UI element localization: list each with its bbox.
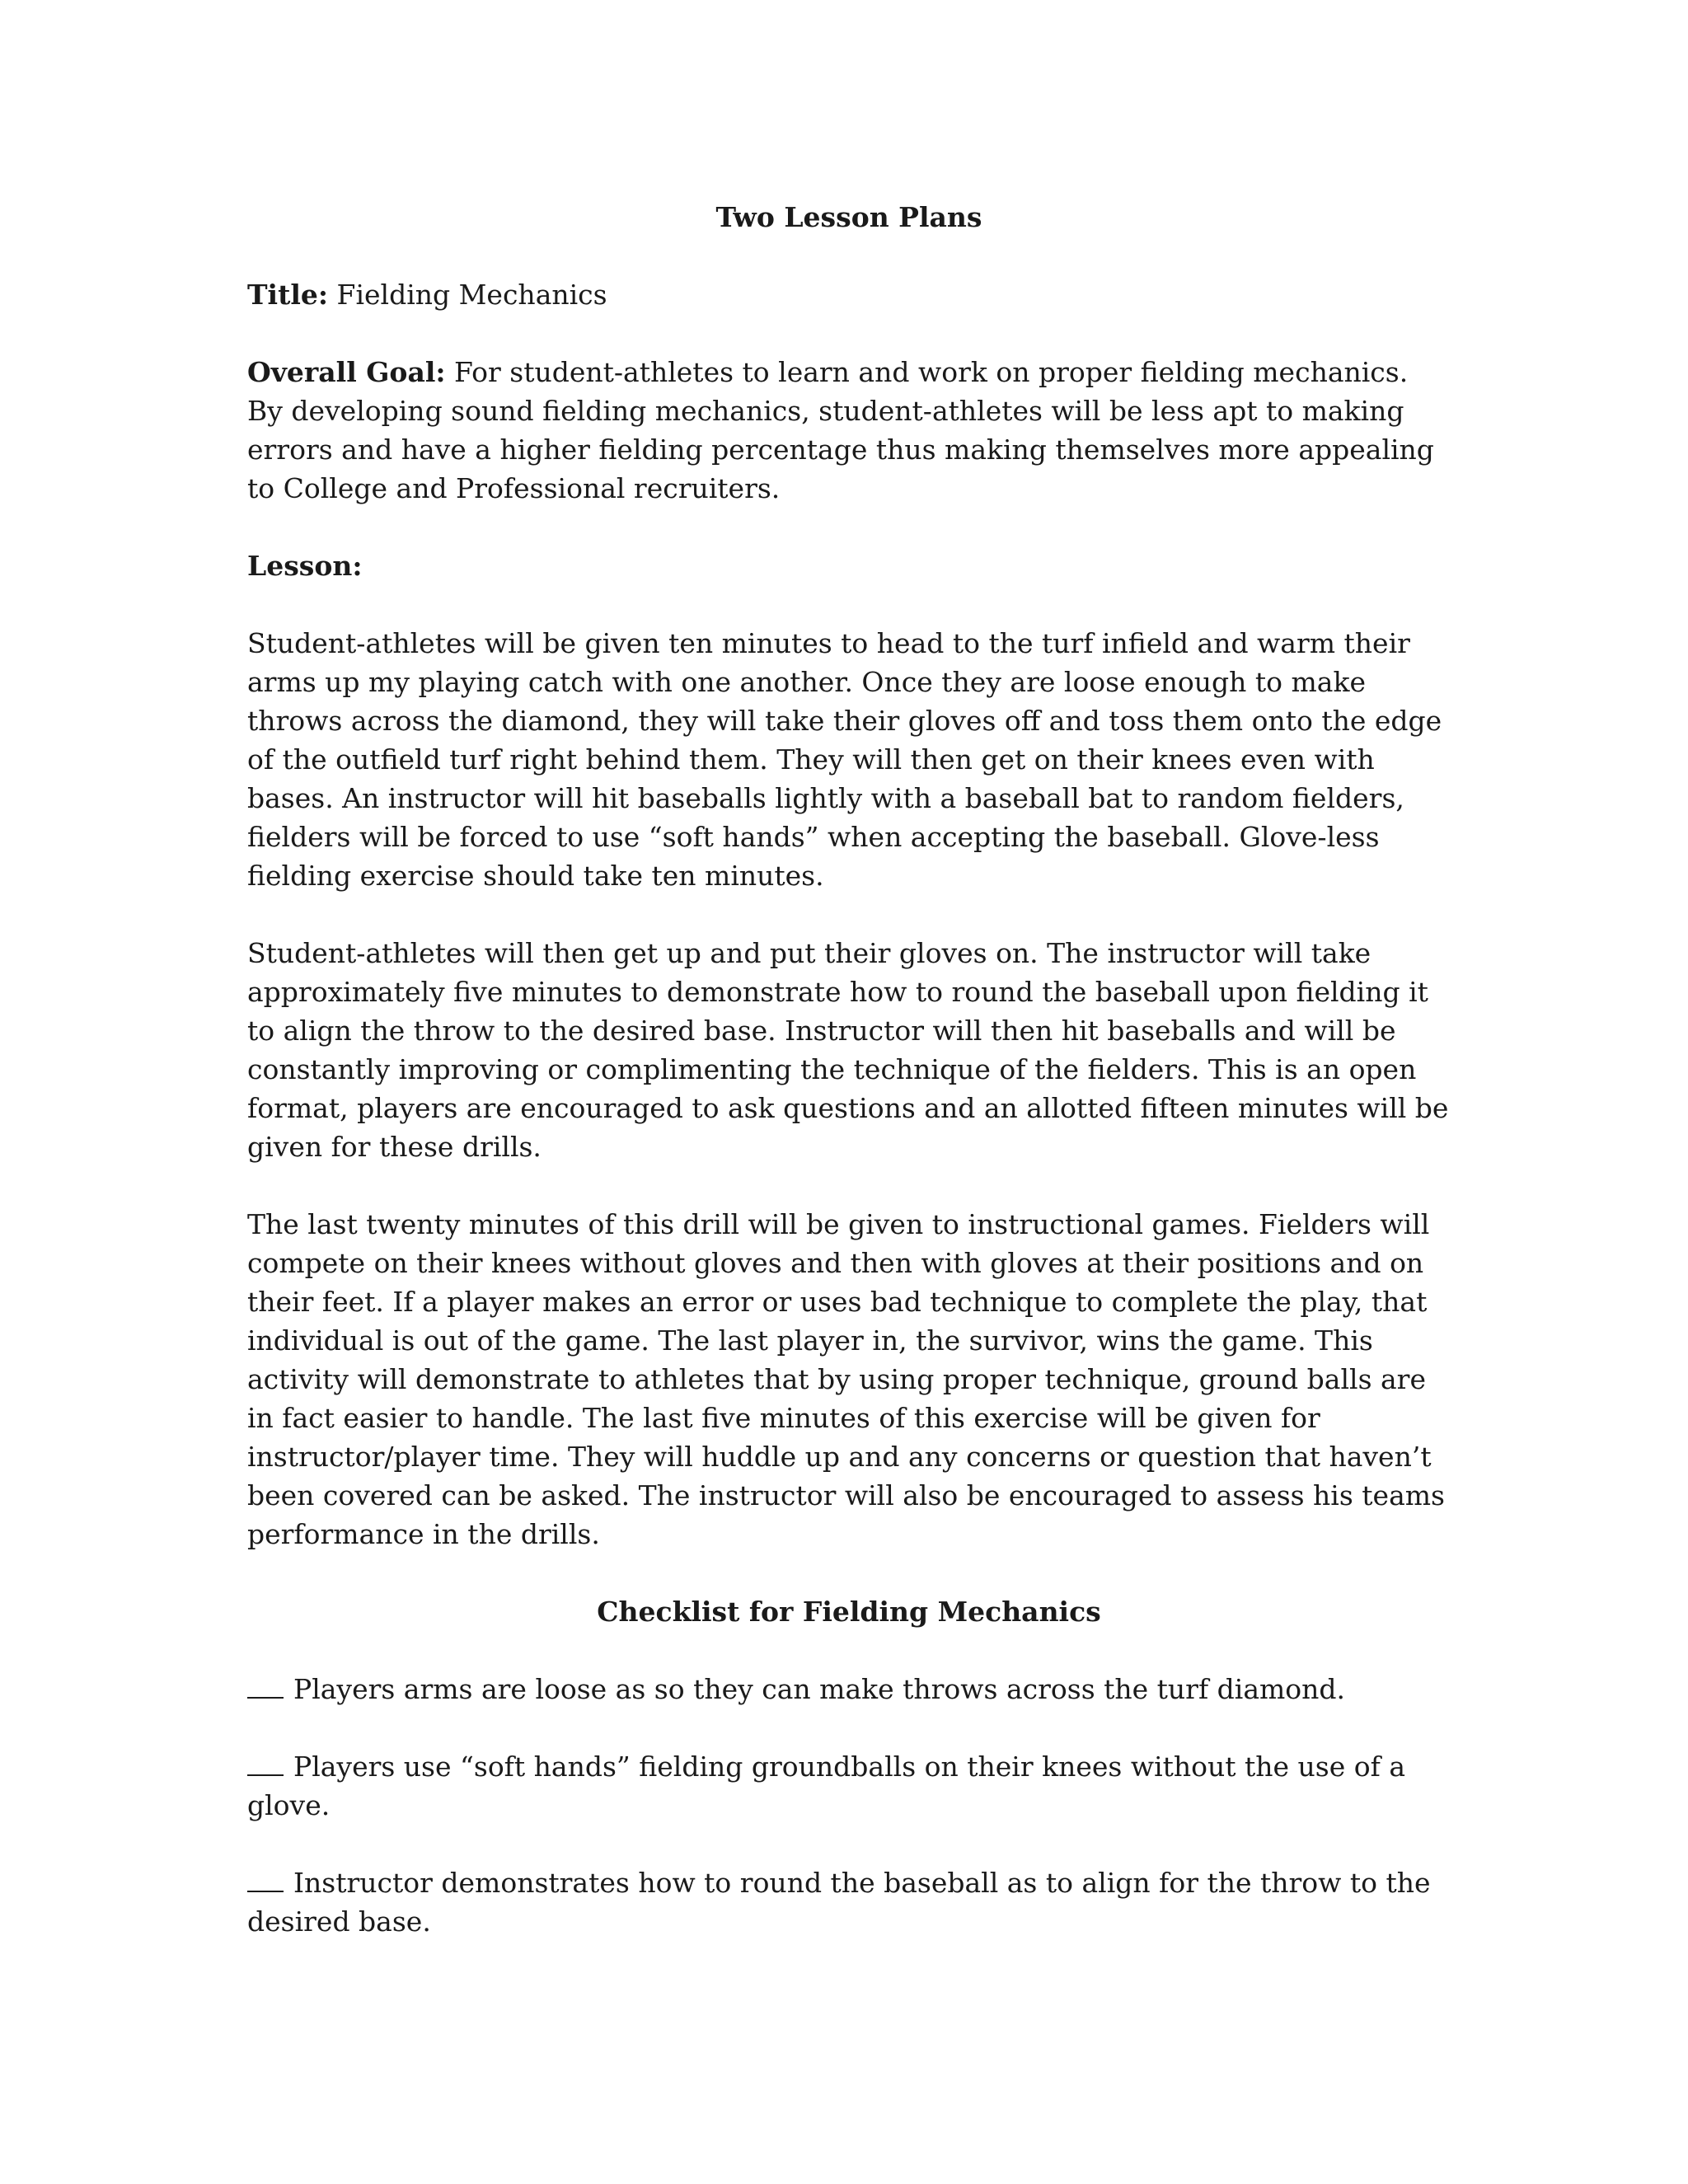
checklist-item	[247, 1670, 1451, 1708]
lesson-paragraph: Student-athletes will be given ten minutes to head to the turf infield and warm their arms up my playing catch with one another. Once they are loose enough to make throws across the diamond, they will take their gloves off and toss them onto the edge of the outfield turf right behind them. They will then get on their knees even with bases. An instructor will hit baseballs lightly with a baseball bat to random fielders, fielders will be forced to use “soft hands” when accepting the baseball. Glove-less fielding exercise should take ten minutes.	[247, 627, 1442, 892]
checklist-item-text: Players use “soft hands” fielding groundballs on their knees without the use of a glove.	[247, 1750, 1406, 1821]
lesson-paragraph: The last twenty minutes of this drill will be given to instructional games. Fielders will compete on their knees without gloves and then with gloves at their positions and on their feet. If a player makes an error or uses bad technique to complete the play, that individual is out of the game. The last player in, the survivor, wins the game. This activity will demonstrate to athletes that by using proper technique, ground balls are in fact easier to handle. The last five minutes of this exercise will be given for instructor/player time. They will huddle up and any concerns or question that haven’t been covered can be asked. The instructor will also be encouraged to assess his teams performance in the drills.	[247, 1208, 1445, 1550]
checklist-title: Checklist for Fielding Mechanics	[597, 1596, 1101, 1628]
lesson-paragraph: Student-athletes will then get up and put their gloves on. The instructor will take approximately five minutes to demonstrate how to round the baseball upon fielding it to align the throw to the desired base. Instructor will then hit baseballs and will be constantly improving or complimenting the technique of the fielders. This is an open format, players are encouraged to ask questions and an allotted fifteen minutes will be given for these drills.	[247, 937, 1449, 1163]
checklist-item	[247, 1863, 1451, 1941]
goal-label: Overall Goal:	[247, 356, 446, 388]
document-title: Two Lesson Plans	[715, 201, 982, 233]
lesson-label: Lesson:	[247, 550, 363, 582]
overall-goal	[247, 353, 1451, 508]
title-line	[247, 275, 1451, 314]
checkbox-blank[interactable]	[247, 1866, 284, 1892]
checkbox-blank[interactable]	[247, 1672, 284, 1699]
checklist-item-text: Players arms are loose as so they can make throws across the turf diamond.	[293, 1673, 1346, 1705]
title-label: Title:	[247, 279, 329, 311]
document-page	[247, 198, 1451, 1980]
checklist-item-text: Instructor demonstrates how to round the baseball as to align for the throw to the desired base.	[247, 1867, 1431, 1938]
checklist-item	[247, 1747, 1451, 1825]
title-value: Fielding Mechanics	[328, 279, 607, 311]
checkbox-blank[interactable]	[247, 1750, 284, 1776]
goal-text: For student-athletes to learn and work on proper fielding mechanics. By developing sound fielding mechanics, student-athletes will be less apt to making errors and have a higher fielding percentage thus making themselves more appealing to College and Professional recruiters.	[247, 356, 1434, 504]
